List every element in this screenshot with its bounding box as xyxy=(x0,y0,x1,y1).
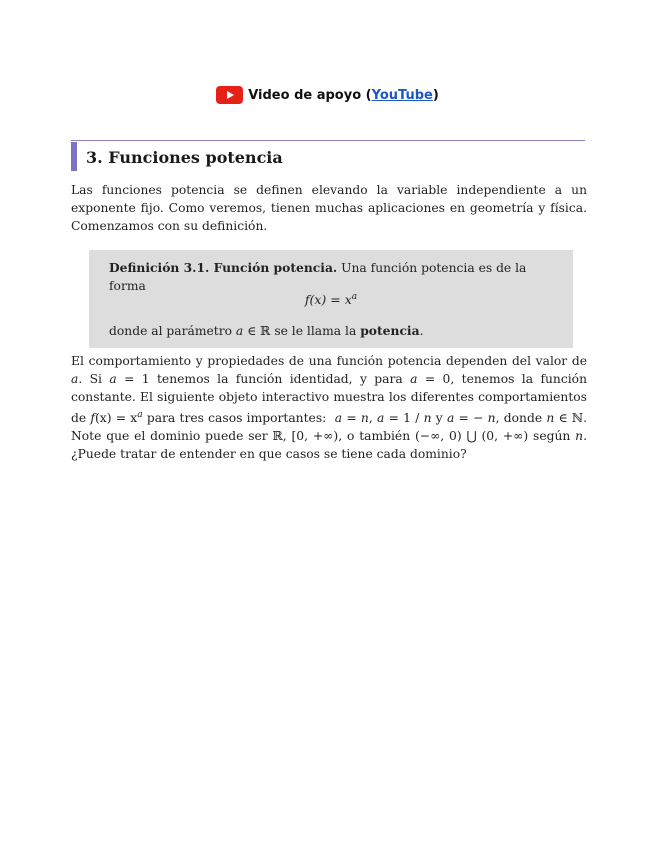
body-text-11: , donde xyxy=(495,411,547,426)
section-divider xyxy=(71,140,585,141)
body-text-12: ∈ ℕ. Note que el dominio puede ser ℝ, [0, +∞), o también (−∞, 0) ⋃ (0, +∞) según xyxy=(71,411,588,444)
definition-foot-text: donde al parámetro xyxy=(109,324,236,338)
definition-formula xyxy=(89,288,573,309)
body-var: a xyxy=(334,411,343,426)
body-var: n xyxy=(575,429,584,444)
definition-box xyxy=(89,250,573,348)
video-label: Video de apoyo ( xyxy=(248,87,372,103)
section-title: 3. Funciones potencia xyxy=(71,142,283,171)
body-var: n xyxy=(487,411,496,426)
body-text-13: . ¿Puede tratar de entender en que casos se tiene cada dominio? xyxy=(71,429,587,462)
definition-foot-text-2: ∈ ℝ se le llama la xyxy=(243,324,361,338)
body-var: a xyxy=(446,411,455,426)
body-exponent: a xyxy=(137,410,143,420)
body-text-8: = 1 / xyxy=(384,411,424,426)
formula-eq: = xyxy=(326,292,345,308)
body-func: f xyxy=(90,411,95,426)
body-text-2: . Si xyxy=(78,372,110,386)
body-text-4: = 0, tenemos la función constante. El siguiente objeto interactivo muestra los diferentes comportamientos de xyxy=(71,372,587,426)
body-text-7: , xyxy=(368,411,377,426)
body-text-9: y xyxy=(431,411,447,426)
body-func-arg: (x) = x xyxy=(94,411,138,426)
body-var: n xyxy=(360,411,369,426)
video-label-close: ) xyxy=(432,87,439,103)
video-support-line xyxy=(0,86,655,104)
definition-term: potencia xyxy=(360,323,420,338)
body-var: a xyxy=(410,372,418,386)
youtube-link[interactable]: YouTube xyxy=(371,87,433,103)
body-text-3: = 1 tenemos la función identidad, y para xyxy=(116,372,411,386)
formula-base: x xyxy=(344,292,352,308)
body-text-5: para tres casos importantes: xyxy=(142,411,335,426)
body-text-6: = xyxy=(342,411,361,426)
body-var: a xyxy=(109,372,117,386)
youtube-play-icon[interactable] xyxy=(216,86,243,104)
body-var: n xyxy=(546,411,555,426)
definition-foot-var: a xyxy=(235,324,244,338)
body-var: n xyxy=(423,411,432,426)
body-text-10: = − xyxy=(454,411,488,426)
body-var: a xyxy=(376,411,385,426)
definition-foot-end: . xyxy=(419,324,424,338)
formula-lhs: f(x) xyxy=(304,292,327,308)
definition-label: Definición 3.1. Función potencia. xyxy=(109,260,338,275)
formula-exponent: a xyxy=(351,292,358,302)
body-text-1: El comportamiento y propiedades de una función potencia dependen del valor de xyxy=(71,354,587,368)
intro-paragraph: Las funciones potencia se definen elevando la variable independiente a un exponente fijo. Como veremos, tienen muchas aplicaciones en geometría y física. Comenzamos con su definición. xyxy=(71,183,587,233)
definition-lead: Una función potencia es de la forma xyxy=(109,261,527,293)
body-paragraph xyxy=(71,352,587,463)
definition-foot xyxy=(109,322,559,340)
body-var: a xyxy=(71,372,79,386)
